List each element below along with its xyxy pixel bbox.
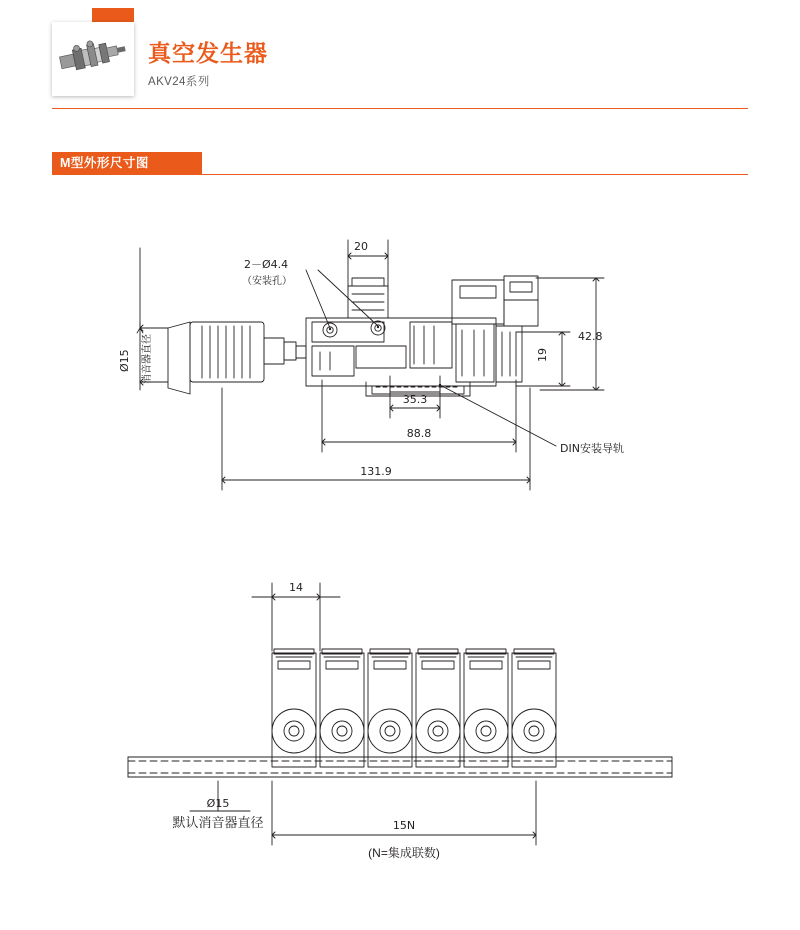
section-divider <box>52 174 748 175</box>
dim-42-8: 42.8 <box>578 330 603 343</box>
dim-silencer-diameter-note: 消音器直径 <box>142 334 153 384</box>
dim-mount-hole: 2－Ø4.4 <box>244 258 289 271</box>
page-header <box>0 0 800 120</box>
dim-mount-hole-note: （安装孔） <box>242 276 292 287</box>
vacuum-generator-photo-icon <box>52 22 134 96</box>
dim-20: 20 <box>354 240 368 253</box>
dim-silencer-diameter: Ø15 <box>118 349 131 372</box>
header-divider <box>52 108 748 109</box>
label-default-silencer-note: 默认消音器直径 <box>172 815 264 830</box>
product-series: AKV24系列 <box>148 76 210 89</box>
dim-19: 19 <box>536 348 549 362</box>
product-thumbnail <box>52 22 134 96</box>
page-title: 真空发生器 <box>148 40 268 66</box>
dimension-drawing-manifold-view <box>0 545 800 885</box>
dim-total-15n: 15N <box>392 819 416 832</box>
dim-pitch-14: 14 <box>289 581 303 594</box>
dim-35-3: 35.3 <box>402 393 428 406</box>
dim-default-silencer-diameter: Ø15 <box>206 797 230 810</box>
section-heading-label: M型外形尺寸图 <box>60 156 149 170</box>
dim-131-9: 131.9 <box>360 465 392 478</box>
dim-88-8: 88.8 <box>406 427 432 440</box>
title-block <box>148 40 268 89</box>
label-station-count-note: (N=集成联数) <box>368 846 440 860</box>
section-heading <box>52 152 202 175</box>
dimension-drawing-side-view <box>0 200 800 530</box>
label-din-rail: DIN安装导轨 <box>560 442 624 455</box>
